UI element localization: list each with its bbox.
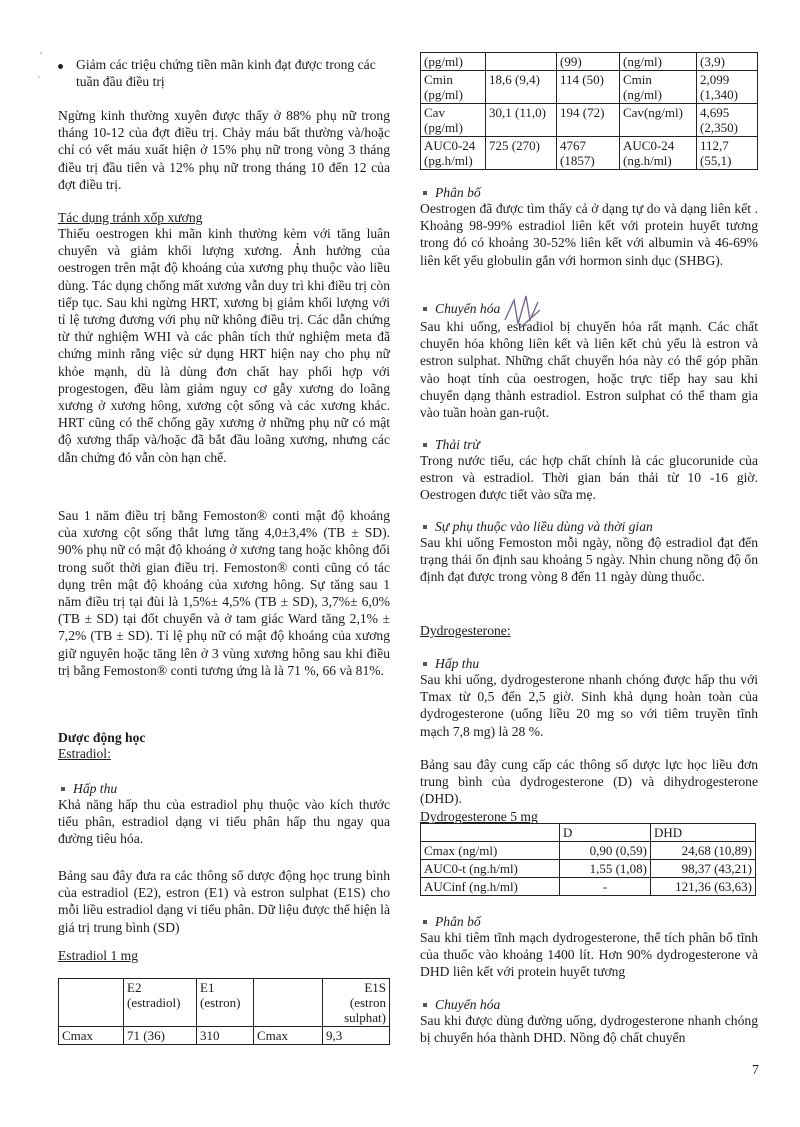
- table-cell: Cav (pg/ml): [421, 104, 486, 137]
- sub-heading: [420, 996, 758, 1013]
- paragraph: Sau khi uống, estradiol bị chuyển hóa rất mạnh. Các chất chuyển hóa không liên kết và liên kết chủ yếu là estron và estron sulphat. Những chất chuyển hóa này có thể góp phần vào hoạt tính của oestrogen, hoặc trực tiếp hay sau khi chuyển dạng thành estradiol. Estron sulphat có thể tham gia vào tuần hoàn gan-ruột.: [420, 319, 758, 421]
- table-cell: AUC0-24 (ng.h/ml): [620, 137, 697, 170]
- table-cell: 112,7 (55,1): [697, 137, 758, 170]
- table-row: [421, 71, 758, 104]
- paragraph: Trong nước tiểu, các hợp chất chính là các glucorunide của estron và estradiol. Thời gian bán thải từ 10 -16 giờ. Oestrogen được tiết vào sữa mẹ.: [420, 453, 758, 503]
- subsection-heading: Estradiol:: [58, 746, 111, 761]
- table-cell: 310: [197, 1027, 254, 1045]
- table-cell: Cav(ng/ml): [620, 104, 697, 137]
- sub-heading: [420, 184, 758, 201]
- paragraph: Bảng sau đây đưa ra các thông số dược động học trung bình của estradiol (E2), estron (E1) và estron sulphat (E1S) cho mỗi liều estradiol dạng vi tiểu phân. Dữ liệu được thể hiện là giá trị trung bình (SD): [58, 868, 390, 935]
- table-row: [59, 1027, 390, 1045]
- table-cell: E1 (estron): [197, 979, 254, 1027]
- table-row: [421, 53, 758, 71]
- square-bullet-icon: [423, 525, 427, 529]
- table-cell: Cmax: [254, 1027, 323, 1045]
- paragraph: Sau khi uống Femoston mỗi ngày, nồng độ estradiol đạt đến trạng thái ổn định sau khoảng 5 ngày. Nhìn chung nồng độ ổn định đạt được trong vòng 8 đến 11 ngày dùng thuốc.: [420, 535, 758, 585]
- table-cell: 0,90 (0,59): [560, 842, 651, 860]
- margin-mark: ': [38, 75, 40, 86]
- table-header-row: [421, 824, 756, 842]
- margin-mark: ,: [40, 45, 43, 56]
- table-cell: (pg/ml): [421, 53, 486, 71]
- bullet-text: Giảm các triệu chứng tiền mãn kinh đạt được trong các tuần đầu điều trị: [76, 57, 376, 90]
- table-cell: 4,695 (2,350): [697, 104, 758, 137]
- table-cell: 194 (72): [557, 104, 620, 137]
- table-cell: [486, 53, 557, 71]
- paragraph: Sau 1 năm điều trị bằng Femoston® conti mật độ khoáng của xương cột sống thắt lưng tăng 4,0±3,4% (TB ± SD). 90% phụ nữ có mật độ khoáng ở xương tang hoặc không đổi trong suốt thời gian điều trị. Femoston® conti cũng có tác dụng trên mật độ khoáng của xương hông. Sự tăng sau 1 năm điều trị tại đùi là 1,5%± 4,5% (TB ± SD), 3,7%± 6,0% (TB ± SD) tại đốt chuyển và ở tam giác Ward tăng 2,1% ± 7,2% (TB ± SD). Tỉ lệ phụ nữ có mật độ khoáng của xương giữ nguyên hoặc tăng lên ở 3 vùng xương hông sau khi điều trị bằng Femoston® conti tương ứng là là 71 %, 66 và 81%.: [58, 508, 390, 678]
- table-cell: AUC0-24 (pg.h/ml): [421, 137, 486, 170]
- table-cell: AUC0-t (ng.h/ml): [421, 860, 560, 878]
- sub-heading-text: Hấp thu: [73, 781, 118, 796]
- data-table-estradiol: [58, 978, 390, 1045]
- table-cell: Cmin (pg/ml): [421, 71, 486, 104]
- table-cell: 2,099 (1,340): [697, 71, 758, 104]
- sub-heading-text: Hấp thu: [435, 656, 480, 671]
- table-cell: E2 (estradiol): [124, 979, 197, 1027]
- page-number: 7: [752, 1063, 759, 1078]
- table-cell: -: [560, 878, 651, 896]
- table-caption: Estradiol 1 mg: [58, 948, 139, 963]
- table-cell: 121,36 (63,63): [651, 878, 756, 896]
- table-cell: [59, 979, 124, 1027]
- square-bullet-icon: [423, 443, 427, 447]
- paragraph: Sau khi tiêm tĩnh mạch dydrogesterone, thể tích phân bố tĩnh của thuốc vào khoảng 1400 lít. Hơn 90% dydrogesterone và DHD liên kết với protein huyết tương: [420, 930, 758, 980]
- table-cell: 18,6 (9,4): [486, 71, 557, 104]
- sub-heading-text: Chuyển hóa: [435, 301, 501, 316]
- table-cell: 725 (270): [486, 137, 557, 170]
- table-cell: AUCinf (ng.h/ml): [421, 878, 560, 896]
- sub-heading: [420, 300, 758, 317]
- paragraph: Ngừng kinh thường xuyên được thấy ở 88% phụ nữ trong tháng 10-12 của đợt điều trị. Chảy máu bất thường và/hoặc chỉ có vết máu xuất hiện ở 15% phụ nữ trong vòng 3 tháng điều trị đầu tiên và 12% phụ nữ trong tháng 10 đến 12 của đợt điều trị.: [58, 108, 390, 192]
- paragraph: Oestrogen đã được tìm thấy cả ở dạng tự do và dạng liên kết . Khoảng 98-99% estradiol liên kết với protein huyết tương trong đó có khoảng 30-52% liên kết với albumin và 46-69% liên kết yếu globulin gắn với hormon sinh dục (SHBG).: [420, 201, 758, 268]
- table-row: [421, 137, 758, 170]
- table-cell: 4767 (1857): [557, 137, 620, 170]
- table-cell: (ng/ml): [620, 53, 697, 71]
- paragraph: Sau khi uống, dydrogesterone nhanh chóng được hấp thu với Tmax từ 0,5 đến 2,5 giờ. Sinh khả dụng hoàn toàn của dydrogesterone (uống liều 20 mg so với tiêm truyền tĩnh mạch 7,8 mg) là 28 %.: [420, 672, 758, 739]
- table-row: [421, 842, 756, 860]
- paragraph: Sau khi được dùng đường uống, dydrogesterone nhanh chóng bị chuyển hóa thành DHD. Nồng độ chất chuyển: [420, 1013, 758, 1046]
- table-cell: (99): [557, 53, 620, 71]
- bullet-item: [58, 56, 390, 90]
- sub-heading: [420, 518, 758, 535]
- data-table-dydrogesterone: [420, 823, 756, 896]
- section-heading: Dược động học: [58, 730, 146, 745]
- sub-heading-text: Thải trừ: [435, 437, 480, 452]
- table-cell: 9,3: [323, 1027, 390, 1045]
- square-bullet-icon: [423, 191, 427, 195]
- paragraph: Khả năng hấp thu của estradiol phụ thuộc vào kích thước tiểu phân, estradiol dạng vi tiểu phân hấp thu ngay qua đường tiêu hóa.: [58, 797, 390, 847]
- sub-heading: [58, 780, 390, 797]
- sub-heading-text: Phân bố: [435, 185, 481, 200]
- square-bullet-icon: [423, 920, 427, 924]
- table-row: [421, 860, 756, 878]
- table-cell: 1,55 (1,08): [560, 860, 651, 878]
- table-row: [421, 104, 758, 137]
- table-cell: 30,1 (11,0): [486, 104, 557, 137]
- square-bullet-icon: [423, 662, 427, 666]
- table-row: [421, 878, 756, 896]
- table-cell: 114 (50): [557, 71, 620, 104]
- square-bullet-icon: [61, 787, 65, 791]
- sub-heading-text: Chuyển hóa: [435, 997, 501, 1012]
- table-cell: (3,9): [697, 53, 758, 71]
- sub-heading-text: Sự phụ thuộc vào liều dùng và thời gian: [435, 519, 653, 534]
- signature-scribble-icon: [500, 290, 550, 335]
- table-header-row: [59, 979, 390, 1027]
- paragraph: Bảng sau đây cung cấp các thông số dược lực học liều đơn trung bình của dydrogesterone (D) và dihydrogesterone (DHD).: [420, 757, 758, 807]
- table-cell: [421, 824, 560, 842]
- square-bullet-icon: [423, 307, 427, 311]
- table-cell: Cmin (ng/ml): [620, 71, 697, 104]
- table-cell: DHD: [651, 824, 756, 842]
- table-cell: Cmax: [59, 1027, 124, 1045]
- table-cell: 98,37 (43,21): [651, 860, 756, 878]
- table-cell: 24,68 (10,89): [651, 842, 756, 860]
- sub-heading: [420, 913, 758, 930]
- table-cell: 71 (36): [124, 1027, 197, 1045]
- section-heading: Tác dụng tránh xốp xương: [58, 210, 203, 225]
- table-cell: Cmax (ng/ml): [421, 842, 560, 860]
- table-cell: D: [560, 824, 651, 842]
- subsection-heading: Dydrogesterone:: [420, 623, 511, 638]
- table-cell: [254, 979, 323, 1027]
- paragraph: Thiếu oestrogen khi mãn kinh thường kèm với tăng luân chuyển và giảm khối lượng xương. Ảnh hưởng của oestrogen trên mật độ khoáng của xương phụ thuộc vào liều dùng. Tác dụng chống mất xương vẫn duy trì khi điều trị còn tiếp tục. Sau khi ngừng HRT, xương bị giảm khối lượng với tỉ lệ tương đương với phụ nữ không điều trị. Các dẫn chứng từ thử nghiệm WHI và các phân tích thử nghiệm meta đã chứng minh rằng việc sử dụng HRT hiện nay cho phụ nữ khỏe mạnh, dù là dùng đơn chất hay phối hợp với progestogen, đều làm giảm nguy cơ gẫy xương do loãng xương ở xương hông, xương cột sống và các xương khác. HRT cũng có thể chống gãy xương ở những phụ nữ có mật độ xương thấp và/hoặc đã bắt đầu loãng xương, nhưng các dẫn chứng đó vẫn còn hạn chế.: [58, 226, 390, 465]
- table-cell: E1S (estron sulphat): [323, 979, 390, 1027]
- sub-heading: [420, 655, 758, 672]
- sub-heading-text: Phân bố: [435, 914, 481, 929]
- table-caption: Dydrogesterone 5 mg: [420, 809, 538, 824]
- sub-heading: [420, 436, 758, 453]
- square-bullet-icon: [423, 1003, 427, 1007]
- bullet-dot-icon: [58, 56, 66, 90]
- data-table-estradiol-cont: [420, 52, 758, 170]
